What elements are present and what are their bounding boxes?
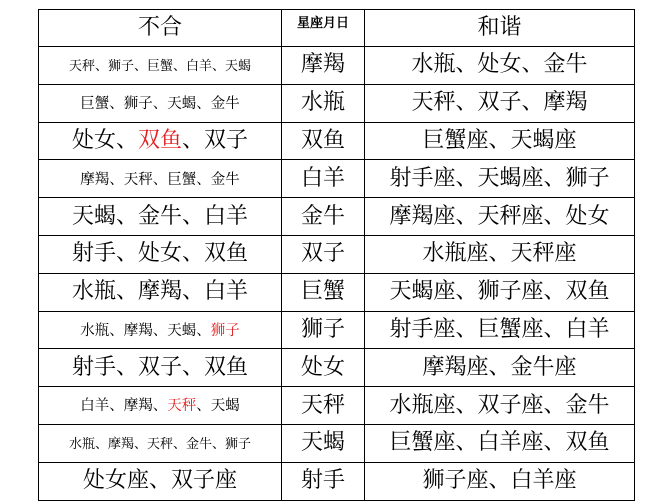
header-incompatible-label: 不合 xyxy=(137,15,182,40)
incompatible-signs-text xyxy=(80,172,240,188)
highlighted-sign-text: 双鱼 xyxy=(137,127,182,153)
sign-list-segment: 射手、双子、双鱼 xyxy=(71,354,248,380)
harmonious-cell: 水瓶座、天秤座 xyxy=(365,235,635,273)
table-row xyxy=(39,160,635,198)
table-row xyxy=(39,311,635,349)
harmonious-cell: 射手座、巨蟹座、白羊 xyxy=(365,311,635,349)
incompatible-signs-text xyxy=(80,323,240,339)
zodiac-sign-cell: 射手 xyxy=(282,462,365,500)
incompatible-cell xyxy=(39,235,282,273)
highlighted-sign-text: 狮子 xyxy=(210,322,240,339)
incompatible-signs-text xyxy=(83,468,237,493)
harmonious-cell: 摩羯座、金牛座 xyxy=(365,349,635,387)
zodiac-sign-cell: 天蝎 xyxy=(282,424,365,462)
harmonious-cell: 射手座、天蝎座、狮子 xyxy=(365,160,635,198)
zodiac-sign-cell: 白羊 xyxy=(282,160,365,198)
harmonious-cell: 天蝎座、狮子座、双鱼 xyxy=(365,273,635,311)
incompatible-signs-text xyxy=(72,279,248,304)
sign-list-segment: 天蝎、金牛、白羊 xyxy=(71,203,248,229)
zodiac-sign-cell: 天秤 xyxy=(282,387,365,425)
zodiac-sign-cell: 摩羯 xyxy=(282,47,365,85)
sign-list-segment: 、天蝎 xyxy=(196,398,240,415)
incompatible-signs-text xyxy=(72,204,248,229)
sign-list-segment: 白羊、摩羯、 xyxy=(80,398,168,415)
incompatible-cell xyxy=(39,47,282,85)
zodiac-sign-cell: 金牛 xyxy=(282,198,365,236)
harmonious-cell: 摩羯座、天秤座、处女 xyxy=(365,198,635,236)
header-harmonious-label: 和谐 xyxy=(477,15,522,40)
sign-list-segment: 巨蟹、狮子、天蝎、金牛 xyxy=(80,95,240,112)
zodiac-sign-cell: 双子 xyxy=(282,235,365,273)
table-header-row xyxy=(39,10,635,47)
incompatible-cell xyxy=(39,198,282,236)
incompatible-cell xyxy=(39,424,282,462)
zodiac-sign-cell: 处女 xyxy=(282,349,365,387)
incompatible-cell xyxy=(39,84,282,122)
incompatible-cell xyxy=(39,387,282,425)
incompatible-signs-text xyxy=(80,398,240,414)
table-row xyxy=(39,424,635,462)
table-row xyxy=(39,387,635,425)
table-row xyxy=(39,84,635,122)
harmonious-cell: 狮子座、白羊座 xyxy=(365,462,635,500)
zodiac-sign-cell: 巨蟹 xyxy=(282,273,365,311)
sign-list-segment: 处女座、双子座 xyxy=(82,468,237,494)
header-harmonious xyxy=(365,10,635,47)
header-month-sign xyxy=(282,10,365,47)
header-month-sign-label: 星座月日 xyxy=(296,16,349,31)
incompatible-signs-text xyxy=(80,96,240,112)
sign-list-segment: 天秤、狮子、巨蟹、白羊、天蝎 xyxy=(68,59,251,75)
incompatible-signs-text xyxy=(69,437,251,452)
zodiac-sign-cell: 水瓶 xyxy=(282,84,365,122)
highlighted-sign-text: 天秤 xyxy=(167,398,197,415)
incompatible-cell xyxy=(39,462,282,500)
table-row xyxy=(39,462,635,500)
header-incompatible xyxy=(39,10,282,47)
incompatible-signs-text xyxy=(72,128,248,153)
table-row xyxy=(39,122,635,160)
table-body xyxy=(39,47,635,501)
incompatible-cell xyxy=(39,311,282,349)
sign-list-segment: 处女、 xyxy=(71,127,138,153)
incompatible-cell xyxy=(39,349,282,387)
incompatible-signs-text xyxy=(72,241,248,266)
incompatible-signs-text xyxy=(69,59,251,74)
harmonious-cell: 巨蟹座、天蝎座 xyxy=(365,122,635,160)
sign-list-segment: 水瓶、摩羯、天秤、金牛、狮子 xyxy=(68,437,251,453)
incompatible-cell xyxy=(39,122,282,160)
sign-list-segment: 摩羯、天秤、巨蟹、金牛 xyxy=(80,171,240,188)
zodiac-compatibility-table xyxy=(38,9,635,501)
table-row xyxy=(39,198,635,236)
harmonious-cell: 天秤、双子、摩羯 xyxy=(365,84,635,122)
incompatible-cell xyxy=(39,273,282,311)
incompatible-signs-text xyxy=(72,355,248,380)
sign-list-segment: 水瓶、摩羯、白羊 xyxy=(71,279,248,305)
harmonious-cell: 水瓶、处女、金牛 xyxy=(365,47,635,85)
table-row xyxy=(39,47,635,85)
sign-list-segment: 水瓶、摩羯、天蝎、 xyxy=(80,322,211,339)
sign-list-segment: 、双子 xyxy=(182,127,249,153)
table-row xyxy=(39,349,635,387)
table-row xyxy=(39,273,635,311)
table-row xyxy=(39,235,635,273)
zodiac-sign-cell: 双鱼 xyxy=(282,122,365,160)
incompatible-cell xyxy=(39,160,282,198)
sign-list-segment: 射手、处女、双鱼 xyxy=(71,241,248,267)
harmonious-cell: 巨蟹座、白羊座、双鱼 xyxy=(365,424,635,462)
zodiac-sign-cell: 狮子 xyxy=(282,311,365,349)
harmonious-cell: 水瓶座、双子座、金牛 xyxy=(365,387,635,425)
